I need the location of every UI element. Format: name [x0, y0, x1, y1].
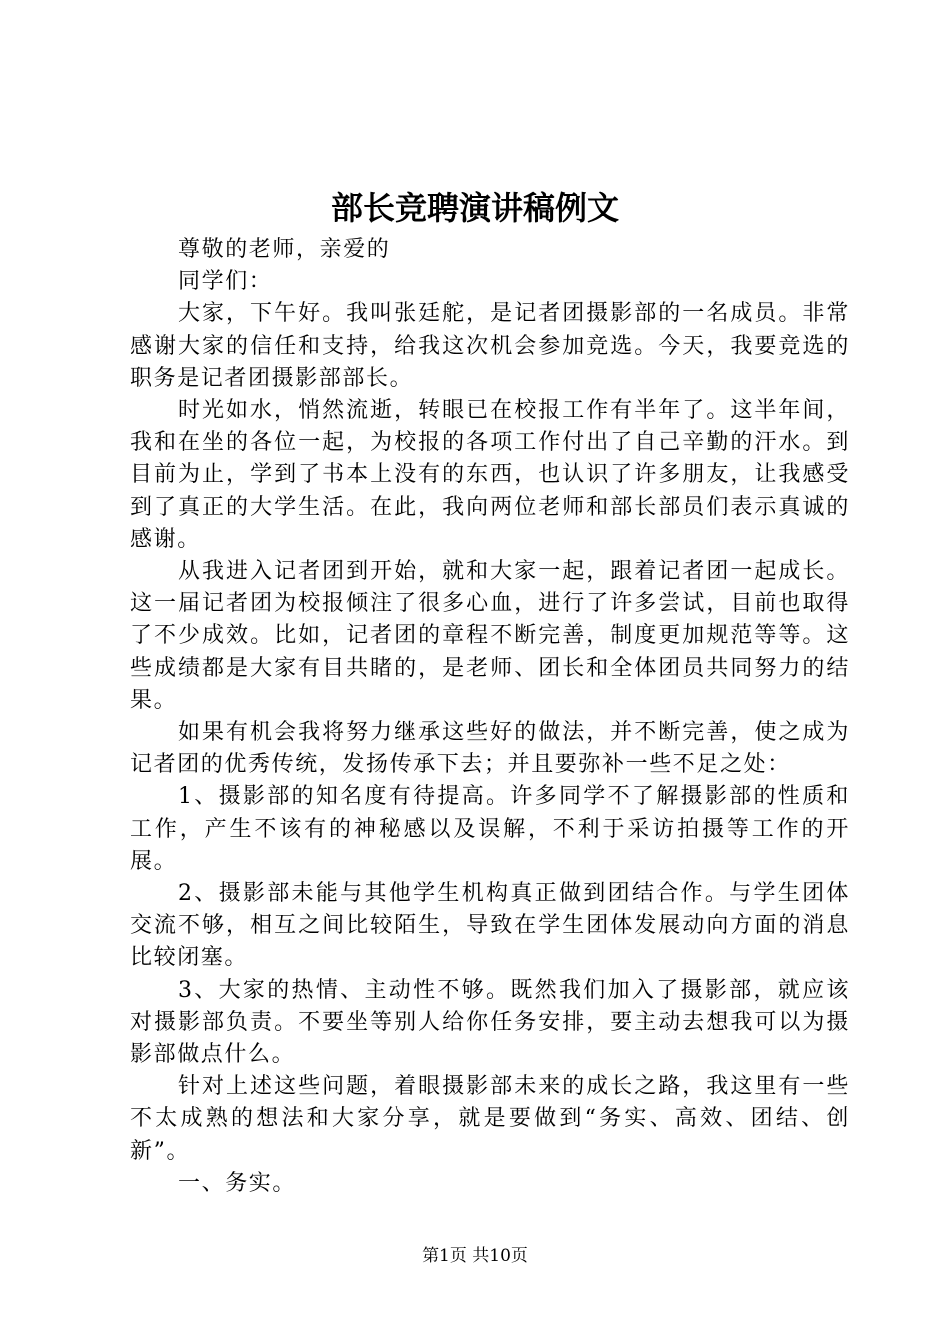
paragraph-ideas: 针对上述这些问题，着眼摄影部未来的成长之路，我这里有一些不太成熟的想法和大家分享，就是要做到“务实、高效、团结、创新”。: [130, 1074, 850, 1164]
list-item-3: 3、大家的热情、主动性不够。既然我们加入了摄影部，就应该对摄影部负责。不要坐等别人给你任务安排，要主动去想我可以为摄影部做点什么。: [130, 977, 850, 1068]
document-body: [130, 234, 850, 1200]
list-item-2: 2、摄影部未能与其他学生机构真正做到团结合作。与学生团体交流不够，相互之间比较陌生，导致在学生团体发展动向方面的消息比较闭塞。: [130, 881, 850, 971]
section-heading-practical: 一、务实。: [178, 1170, 297, 1196]
page-footer: 第1页 共10页: [422, 1246, 528, 1266]
paragraph-experience: 时光如水，悄然流逝，转眼已在校报工作有半年了。这半年间，我和在坐的各位一起，为校报的各项工作付出了自己辛勤的汗水。到目前为止，学到了书本上没有的东西，也认识了许多朋友，让我感受到了真正的大学生活。在此，我向两位老师和部长部员们表示真诚的感谢。: [130, 398, 850, 552]
document-title: 部长竞聘演讲稿例文: [330, 189, 619, 227]
salutation-line-2: 同学们：: [178, 269, 273, 295]
salutation-line-1: 尊敬的老师，亲爱的: [178, 237, 391, 262]
paragraph-greeting: 大家，下午好。我叫张廷舵，是记者团摄影部的一名成员。非常感谢大家的信任和支持，给我这次机会参加竞选。今天，我要竞选的职务是记者团摄影部部长。: [130, 301, 850, 391]
list-item-1: 1、摄影部的知名度有待提高。许多同学不了解摄影部的性质和工作，产生不该有的神秘感以及误解，不利于采访拍摄等工作的开展。: [130, 784, 850, 874]
paragraph-intent: 如果有机会我将努力继承这些好的做法，并不断完善，使之成为记者团的优秀传统，发扬传承下去；并且要弥补一些不足之处：: [130, 720, 850, 778]
paragraph-growth: 从我进入记者团到开始，就和大家一起，跟着记者团一起成长。这一届记者团为校报倾注了很多心血，进行了许多尝试，目前也取得了不少成效。比如，记者团的章程不断完善，制度更加规范等等。这些成绩都是大家有目共睹的，是老师、团长和全体团员共同努力的结果。: [130, 559, 850, 713]
